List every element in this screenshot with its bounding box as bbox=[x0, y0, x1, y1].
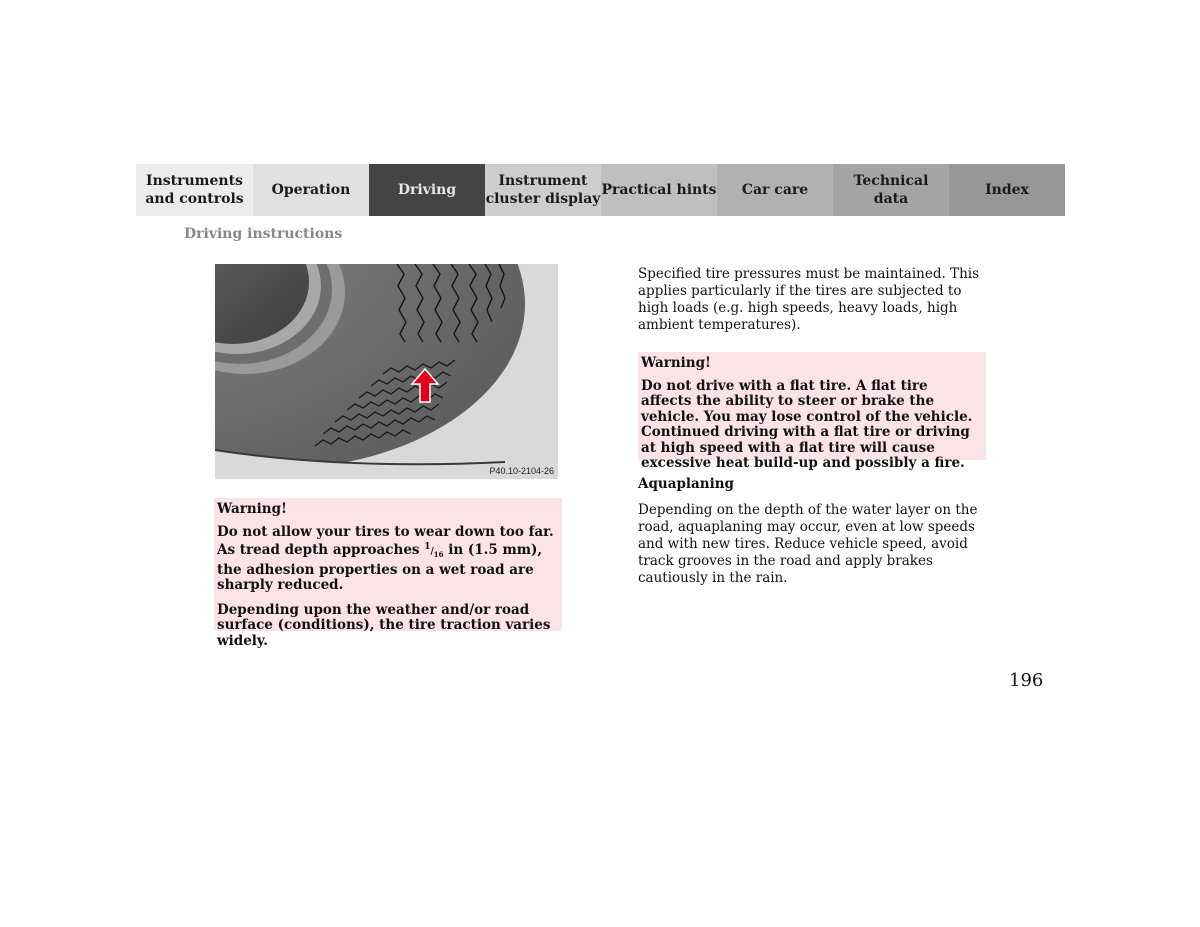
tab-technical-data[interactable] bbox=[833, 164, 949, 216]
chapter-nav bbox=[136, 164, 1065, 216]
tab-label: Technical data bbox=[853, 173, 929, 207]
tab-label: Index bbox=[985, 182, 1029, 198]
figure-code: P40.10-2104-26 bbox=[489, 466, 554, 476]
fraction: $^1/_{16}$ bbox=[424, 542, 444, 559]
tab-car-care[interactable] bbox=[717, 164, 833, 216]
tab-instruments-and-controls[interactable] bbox=[136, 164, 253, 216]
warning-box-tread bbox=[214, 498, 562, 649]
tab-label: Instruments and controls bbox=[145, 173, 244, 207]
tab-practical-hints[interactable] bbox=[601, 164, 717, 216]
tab-label: Car care bbox=[741, 182, 809, 198]
tab-instrument-cluster-display[interactable] bbox=[485, 164, 601, 216]
warning-box-flat-tire bbox=[638, 352, 986, 471]
tire-tread-icon bbox=[215, 264, 558, 479]
warning-title: Warning! bbox=[217, 501, 287, 517]
tab-driving[interactable] bbox=[369, 164, 485, 216]
tire-tread-figure bbox=[215, 264, 558, 479]
tab-label: Practical hints bbox=[601, 182, 717, 198]
section-title: Driving instructions bbox=[184, 226, 343, 242]
tab-index[interactable] bbox=[949, 164, 1065, 216]
page-number: 196 bbox=[1009, 670, 1044, 691]
tire-pressure-paragraph: Specified tire pressures must be maintained. This applies particularly if the tires are subjected to high loads (e.g. high speeds, heavy loads, high ambient temperatures). bbox=[638, 266, 980, 333]
tab-operation[interactable] bbox=[253, 164, 369, 216]
tab-label: Instrument cluster display bbox=[485, 173, 601, 207]
tab-label: Driving bbox=[397, 182, 457, 198]
warning-text-2: Depending upon the weather and/or road surface (conditions), the tire traction varies widely. bbox=[217, 601, 551, 649]
tab-label: Operation bbox=[271, 182, 351, 198]
warning-text: Do not drive with a flat tire. A flat tire affects the ability to steer or brake the vehicle. You may lose control of the vehicle. Continued driving with a flat tire or driving at high speed with a flat tire will cause excessive heat build-up and possibly a fire. bbox=[641, 377, 973, 471]
warning-text: Do not allow your tires to wear down too far. As tread depth approaches $^1/_{16}$ in (1.5 mm), the adhesion properties on a wet road are sharply reduced. bbox=[217, 523, 554, 593]
aquaplaning-paragraph: Depending on the depth of the water layer on the road, aquaplaning may occur, even at low speeds and with new tires. Reduce vehicle speed, avoid track grooves in the road and apply brakes cautiously in the rain. bbox=[638, 502, 978, 586]
aquaplaning-heading: Aquaplaning bbox=[638, 476, 734, 492]
warning-title: Warning! bbox=[641, 355, 711, 371]
